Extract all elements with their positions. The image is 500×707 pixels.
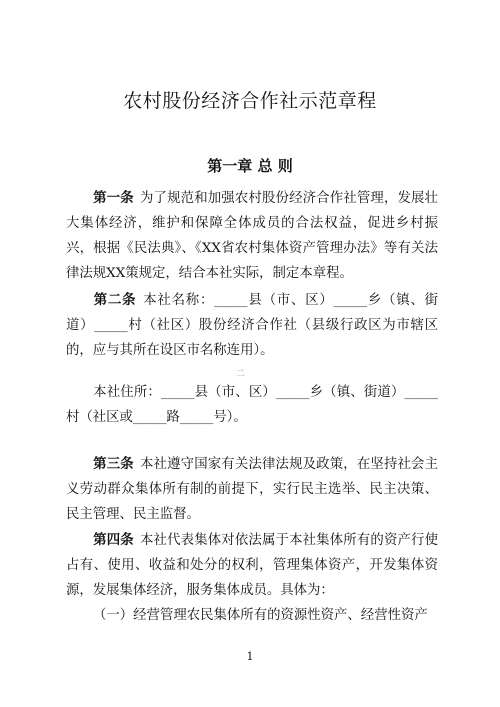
article-label: 第二条 (93, 292, 137, 308)
faint-mark: 二 (236, 369, 246, 379)
article-3 (66, 452, 438, 527)
article-text: 本社遵守国家有关法律法规及政策，在坚持社会主义劳动群众集体所有制的前提下，实行民主选举、民主决策、民主管理、民主监督。 (66, 457, 439, 522)
article-4 (66, 528, 438, 603)
article-2 (66, 288, 438, 363)
article-2-address (66, 380, 438, 430)
article-text: 为了规范和加强农村股份经济合作社管理，发展壮大集体经济，维护和保障全体成员的合法权益，促进乡村振兴，根据《民法典》、《XX省农村集体资产管理办法》等有关法律法规XX策规定，结合本社实际，制定本章程。 (66, 191, 439, 281)
page-number: 1 (246, 650, 254, 663)
article-label: 第三条 (93, 456, 134, 472)
article-label: 第一条 (93, 190, 134, 206)
article-text: 本社名称：_____县（市、区）_____乡（镇、街道）_____村（社区）股份经济合作社（县级行政区为市辖区的，应与其所在设区市名称连用）。 (66, 293, 439, 358)
article-text: （一）经营管理农民集体所有的资源性资产、经营性资产 (93, 608, 428, 623)
article-4-item-1 (66, 603, 438, 628)
article-text: 本社代表集体对依法属于本社集体所有的资产行使占有、使用、收益和处分的权利，管理集体资产，开发集体资源，发展集体经济，服务集体成员。具体为： (66, 533, 439, 598)
chapter-heading: 第一章 总 则 (207, 157, 293, 175)
article-1 (66, 186, 438, 286)
article-text: 本社住所：_____县（市、区）_____乡（镇、街道）_____村（社区或_____路_____号）。 (66, 385, 438, 425)
article-label: 第四条 (93, 532, 134, 548)
document-title: 农村股份经济合作社示范章程 (123, 90, 377, 112)
